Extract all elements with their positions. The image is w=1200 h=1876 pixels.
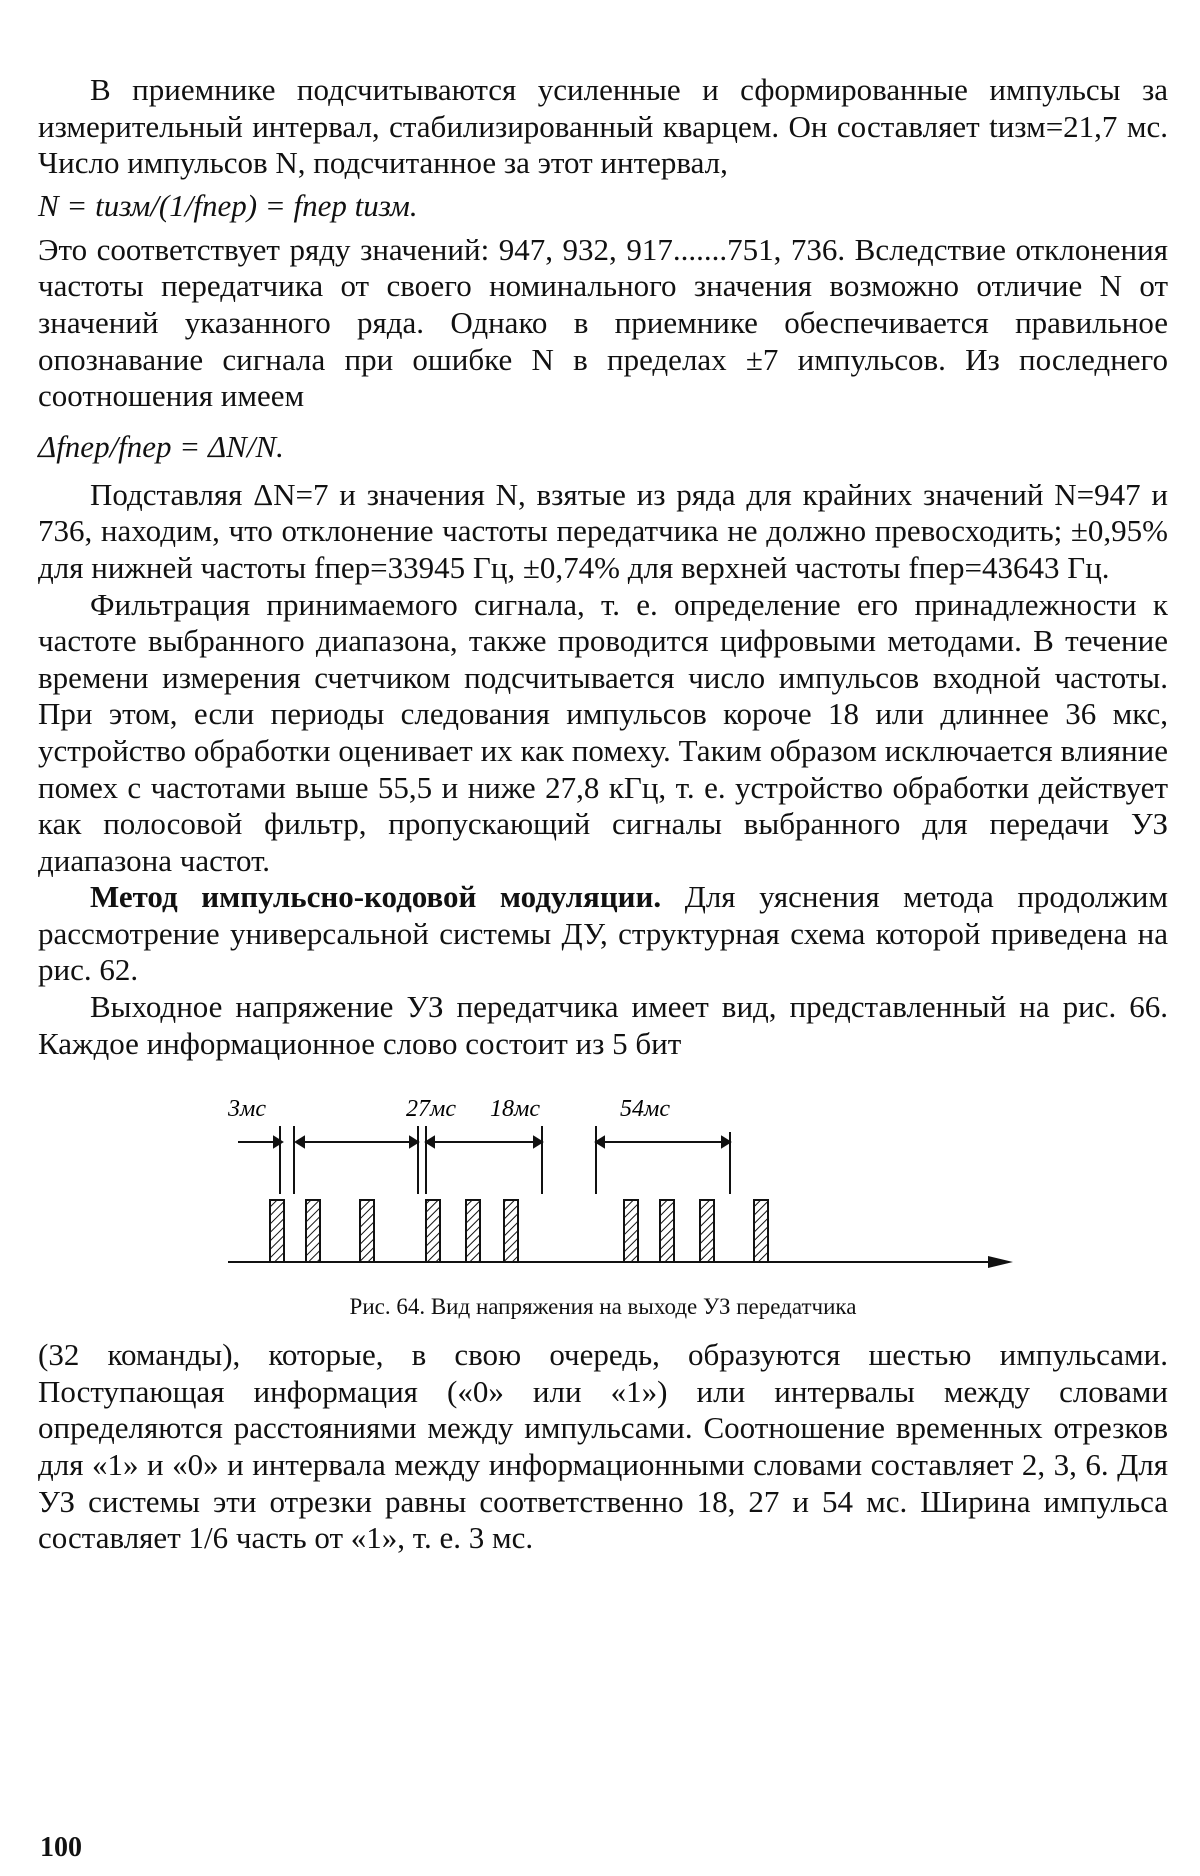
pulse-diagram	[38, 1082, 1168, 1292]
pulse	[754, 1200, 768, 1262]
formula-n: N = tизм/(1/fпер) = fпер tизм.	[38, 187, 418, 223]
paragraph-4: Фильтрация принимаемого сигнала, т. е. определение его принадлежности к частоте выбранного диапазона, также проводится цифровыми методами. В течение времени измерения счетчиком подсчитывается число импульсов входной частоты. При этом, если периоды следования импульсов короче 18 или длиннее 36 мкс, устройство обработки оценивает их как помеху. Таким образом исключается влияние помех с частотами выше 55,5 и ниже 27,8 кГц, т. е. устройство обработки действует как полосовой фильтр, пропускающий сигналы выбранного для передачи УЗ диапазона частот.	[38, 586, 1168, 878]
page-number: 100	[40, 1832, 82, 1863]
pulse	[360, 1200, 374, 1262]
pulse	[306, 1200, 320, 1262]
label-3ms: 3мс	[228, 1096, 266, 1123]
pulse	[660, 1200, 674, 1262]
section-heading: Метод импульсно-кодовой модуляции.	[90, 879, 662, 915]
formula-delta: Δfпер/fпер = ΔN/N.	[38, 428, 284, 464]
axis-arrow-icon	[988, 1256, 1013, 1268]
paragraph-7: (32 команды), которые, в свою очередь, образуются шестью импульсами. Поступающая информация («0» или «1») или интервалы между словами определяются расстояниями между импульсами. Соотношение временных отрезков для «1» и «0» и интервала между информационными словами составляет 2, 3, 6. Для УЗ системы эти отрезки равны соответственно 18, 27 и 54 мс. Ширина импульса составляет 1/6 часть от «1», т. е. 3 мс.	[38, 1337, 1168, 1556]
label-54ms: 54мс	[620, 1096, 670, 1123]
pulse	[270, 1200, 284, 1262]
pulse	[624, 1200, 638, 1262]
dimension-lines	[238, 1126, 730, 1194]
pulses	[270, 1200, 768, 1262]
pulse	[466, 1200, 480, 1262]
paragraph-3: Подставляя ΔN=7 и значения N, взятые из ряда для крайних значений N=947 и 736, находим, что отклонение частоты передатчика не должно превосходить; ±0,95% для нижней частоты fпер=33945 Гц, ±0,74% для верхней частоты fпер=43643 Гц.	[38, 476, 1168, 585]
paragraph-5-body: Для уяснения метода продолжим рассмотрение универсальной системы ДУ, структурная схема которой приведена на рис. 62.	[38, 879, 1168, 988]
paragraph-1: В приемнике подсчитываются усиленные и сформированные импульсы за измерительный интервал, стабилизированный кварцем. Он составляет tизм=21,7 мс. Число импульсов N, подсчитанное за этот интервал,	[38, 72, 1168, 181]
label-27ms: 27мс	[406, 1096, 456, 1123]
figure-caption: Рис. 64. Вид напряжения на выходе УЗ передатчика	[349, 1294, 857, 1320]
paragraph-2: Это соответствует ряду значений: 947, 932, 917.......751, 736. Вследствие отклонения частоты передатчика от своего номинального значения возможно отличие N от значений указанного ряда. Однако в приемнике обеспечивается правильное опознавание сигнала при ошибке N в пределах ±7 импульсов. Из последнего соотношения имеем	[38, 231, 1168, 414]
paragraph-6: Выходное напряжение УЗ передатчика имеет вид, представленный на рис. 66. Каждое информационное слово состоит из 5 бит	[38, 989, 1168, 1061]
pulse-figure	[38, 1082, 1168, 1337]
pulse	[504, 1200, 518, 1262]
pulse	[426, 1200, 440, 1262]
paragraph-5	[38, 879, 1168, 989]
label-18ms: 18мс	[490, 1096, 540, 1123]
page-body	[38, 72, 1168, 1557]
pulse	[700, 1200, 714, 1262]
